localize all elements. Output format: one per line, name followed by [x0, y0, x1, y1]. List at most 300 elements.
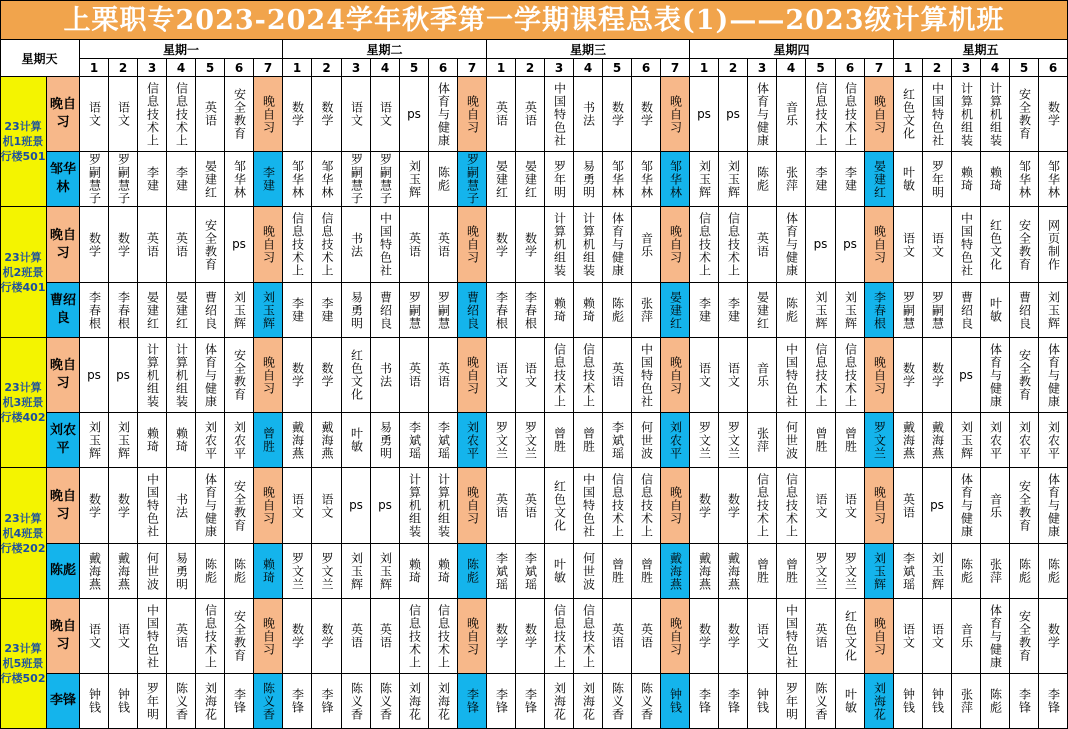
subject-text: 信息技术上 [814, 342, 828, 408]
subject-text: 晚自习 [261, 355, 276, 395]
teacher-text: 曾胜 [639, 558, 654, 584]
subject-text: 晚自习 [668, 486, 683, 525]
teacher-cell [516, 152, 545, 207]
teacher-cell [836, 544, 865, 599]
subject-cell [894, 77, 923, 152]
subject-cell [1010, 338, 1039, 413]
subject-cell [981, 77, 1010, 152]
subject-cell [632, 599, 661, 674]
subject-text: 英语 [901, 492, 916, 519]
teacher-cell [283, 283, 312, 338]
subject-text: 信息技术上 [407, 603, 422, 669]
teacher-text: 李斌瑶 [407, 420, 422, 460]
teacher-text: 张萍 [959, 688, 974, 714]
subject-text: 晚自习 [668, 225, 683, 264]
teacher-cell [545, 283, 574, 338]
teacher-cell [836, 152, 865, 207]
teacher-cell [283, 413, 312, 468]
subject-text: 英语 [145, 231, 160, 258]
teacher-text: 曹绍良 [959, 290, 974, 330]
subject-text: 安全教育 [232, 88, 247, 140]
sunday-teacher-cell [47, 544, 80, 599]
subject-cell [400, 468, 429, 544]
subject-cell [342, 207, 371, 283]
teacher-text: 张萍 [639, 297, 654, 323]
sunday-teacher-cell [47, 674, 80, 729]
subject-cell [690, 77, 719, 152]
subject-cell [1010, 207, 1039, 283]
subject-text: 信息技术上 [320, 212, 334, 277]
period-number [312, 59, 342, 77]
day-header [690, 40, 894, 59]
subject-cell [981, 207, 1010, 283]
teacher-text: 邹华林 [290, 159, 305, 199]
teacher-cell [516, 283, 545, 338]
subject-cell [254, 338, 283, 413]
subject-cell [836, 77, 865, 152]
subject-cell [981, 468, 1010, 544]
teacher-text: 李斌瑶 [494, 551, 509, 591]
teacher-cell [254, 283, 283, 338]
teacher-cell [748, 674, 777, 729]
subject-text: 安全教育 [232, 349, 247, 401]
teacher-text: 易勇明 [378, 420, 393, 460]
period-number [545, 59, 574, 77]
subject-text: 信息技术上 [552, 342, 567, 408]
subject-cell [254, 77, 283, 152]
period-label: 3 [961, 60, 971, 75]
subject-text: 英语 [523, 492, 538, 519]
teacher-text: 邹华林 [610, 159, 625, 199]
subject-text: 体育与健康 [1046, 473, 1061, 538]
subject-text: 音乐 [988, 492, 1003, 519]
subject-cell [574, 599, 603, 674]
class-name: 23计算机5班景行楼502 [0, 642, 46, 685]
subject-text: 信息技术上 [639, 473, 654, 538]
teacher-cell [719, 674, 748, 729]
period-label: 1 [496, 60, 506, 75]
subject-text: 计算机组装 [174, 342, 189, 408]
teacher-text: 曾胜 [755, 558, 770, 584]
subject-text: 书法 [349, 231, 364, 258]
period-number [952, 59, 981, 77]
teacher-cell [487, 413, 516, 468]
teacher-cell [196, 413, 225, 468]
teacher-text: 晏建红 [145, 290, 160, 330]
subject-cell [516, 599, 545, 674]
subject-cell [167, 77, 196, 152]
teacher-cell [429, 413, 458, 468]
subject-cell [574, 338, 603, 413]
subject-text: 数学 [610, 101, 625, 127]
period-number [138, 59, 167, 77]
subject-text: 计算机组装 [407, 473, 422, 538]
subject-text: 英语 [755, 231, 770, 258]
subject-cell [225, 207, 254, 283]
subject-text: 中国特色社 [959, 212, 974, 277]
teacher-text: 陈彪 [988, 688, 1003, 714]
subject-text: 英语 [407, 362, 422, 388]
sunday-subject: 晚自习 [49, 358, 76, 391]
period-number [196, 59, 225, 77]
corner-cell [0, 40, 80, 77]
teacher-cell [777, 152, 806, 207]
subject-cell [254, 599, 283, 674]
subject-text: 语文 [116, 623, 131, 649]
subject-cell [574, 77, 603, 152]
teacher-text: 陈彪 [755, 166, 770, 192]
teacher-cell [632, 152, 661, 207]
subject-text: 音乐 [639, 231, 654, 258]
subject-text: 晚自习 [465, 94, 480, 134]
subject-cell [429, 77, 458, 152]
teacher-text: 李建 [320, 297, 334, 323]
subject-cell [923, 77, 952, 152]
day-label: 星期五 [962, 42, 999, 57]
subject-cell [487, 207, 516, 283]
teacher-cell [283, 674, 312, 729]
subject-text: 中国特色社 [784, 603, 799, 669]
teacher-cell [458, 283, 487, 338]
teacher-text: 叶敏 [843, 688, 858, 714]
subject-text: 英语 [523, 101, 538, 127]
teacher-cell [777, 674, 806, 729]
subject-text: 书法 [174, 492, 189, 519]
subject-text: 中国特色社 [145, 603, 160, 669]
subject-text: 信息技术上 [726, 212, 741, 277]
grid-left-border [0, 40, 1, 729]
teacher-text: 李锋 [232, 688, 247, 714]
subject-text: 安全教育 [232, 610, 247, 662]
teacher-text: 刘农平 [1017, 420, 1032, 460]
subject-text: 语文 [87, 101, 102, 127]
teacher-cell [167, 544, 196, 599]
teacher-cell [109, 413, 138, 468]
class-name-cell [0, 207, 47, 338]
subject-text: 数学 [697, 492, 712, 519]
subject-cell [574, 468, 603, 544]
subject-text: 晚自习 [668, 616, 683, 656]
teacher-cell [80, 283, 109, 338]
teacher-text: 刘玉辉 [872, 551, 887, 591]
subject-text: 中国特色社 [930, 81, 945, 147]
subject-cell [138, 599, 167, 674]
period-number [574, 59, 603, 77]
subject-cell [429, 207, 458, 283]
subject-text: 晚自习 [465, 486, 480, 525]
teacher-cell [603, 413, 632, 468]
subject-text: 数学 [87, 492, 102, 519]
teacher-text: 李锋 [726, 688, 741, 714]
teacher-cell [487, 674, 516, 729]
teacher-cell [661, 544, 690, 599]
subject-cell [806, 338, 836, 413]
teacher-text: 李建 [174, 166, 189, 192]
subject-cell [719, 338, 748, 413]
subject-cell [777, 338, 806, 413]
teacher-text: 戴海燕 [697, 551, 712, 591]
teacher-cell [312, 152, 342, 207]
teacher-cell [806, 152, 836, 207]
subject-cell [865, 338, 894, 413]
subject-text: 晚自习 [668, 94, 683, 134]
teacher-cell [342, 413, 371, 468]
teacher-cell [80, 544, 109, 599]
subject-text: 英语 [639, 623, 654, 649]
subject-text: 体育与健康 [1046, 342, 1061, 408]
subject-cell [371, 599, 400, 674]
subject-text: 英语 [407, 231, 422, 258]
subject-text: 信息技术上 [290, 212, 305, 277]
teacher-cell [981, 674, 1010, 729]
teacher-text: 曹绍良 [203, 290, 218, 330]
teacher-text: 曾胜 [261, 427, 276, 453]
teacher-cell [342, 544, 371, 599]
teacher-text: 晏建红 [755, 290, 770, 330]
subject-cell [748, 207, 777, 283]
teacher-cell [196, 152, 225, 207]
teacher-text: 罗嗣慧子 [378, 153, 393, 205]
timetable-grid [0, 40, 1068, 729]
period-label: 7 [263, 60, 273, 75]
subject-cell [80, 77, 109, 152]
subject-text: 计算机组装 [552, 212, 567, 277]
teacher-cell [254, 674, 283, 729]
sunday-teacher-cell [47, 283, 80, 338]
subject-cell [225, 468, 254, 544]
teacher-text: 叶敏 [901, 166, 916, 192]
teacher-text: 陈彪 [1017, 558, 1032, 584]
subject-cell [109, 599, 138, 674]
teacher-text: 李锋 [697, 688, 712, 714]
teacher-text: 刘海花 [436, 681, 451, 721]
subject-text: 语文 [901, 231, 916, 258]
teacher-cell [748, 283, 777, 338]
subject-text: 数学 [494, 231, 509, 258]
teacher-cell [894, 544, 923, 599]
subject-cell [661, 599, 690, 674]
subject-text: 英语 [610, 623, 625, 649]
period-number [283, 59, 312, 77]
teacher-text: 何世波 [639, 420, 654, 460]
subject-text: 音乐 [755, 362, 770, 388]
teacher-cell [80, 674, 109, 729]
subject-cell [516, 468, 545, 544]
teacher-cell [371, 544, 400, 599]
teacher-cell [923, 413, 952, 468]
subject-cell [661, 468, 690, 544]
sunday-teacher: 邹华林 [49, 162, 76, 195]
teacher-text: 刘海花 [407, 681, 422, 721]
teacher-text: 刘玉辉 [726, 159, 741, 199]
teacher-text: 李建 [145, 166, 160, 192]
period-label: 6 [641, 60, 651, 75]
subject-cell [254, 468, 283, 544]
subject-text: 英语 [174, 231, 189, 258]
subject-text: 英语 [174, 623, 189, 649]
subject-cell [865, 207, 894, 283]
teacher-text: 曾胜 [784, 558, 799, 584]
subject-text: 安全教育 [232, 479, 247, 532]
subject-text: 晚自习 [872, 225, 887, 264]
teacher-text: 叶敏 [552, 558, 567, 584]
teacher-cell [777, 544, 806, 599]
teacher-cell [632, 674, 661, 729]
subject-text: ps [930, 498, 944, 512]
teacher-cell [952, 674, 981, 729]
subject-text: 英语 [436, 362, 451, 388]
subject-cell [632, 338, 661, 413]
teacher-cell [952, 152, 981, 207]
teacher-cell [865, 674, 894, 729]
subject-cell [167, 338, 196, 413]
subject-cell [109, 207, 138, 283]
subject-cell [80, 338, 109, 413]
subject-text: 中国特色社 [581, 473, 596, 538]
teacher-cell [458, 674, 487, 729]
period-number [458, 59, 487, 77]
subject-text: 体育与健康 [203, 473, 218, 538]
teacher-text: 罗文兰 [494, 420, 509, 460]
period-number [806, 59, 836, 77]
teacher-cell [661, 674, 690, 729]
teacher-cell [836, 283, 865, 338]
subject-text: 语文 [320, 492, 334, 519]
subject-cell [894, 207, 923, 283]
subject-cell [806, 77, 836, 152]
subject-cell [167, 599, 196, 674]
period-number [167, 59, 196, 77]
teacher-text: 邹华林 [639, 159, 654, 199]
teacher-cell [312, 283, 342, 338]
subject-cell [603, 468, 632, 544]
subject-text: 数学 [726, 623, 741, 649]
teacher-cell [545, 152, 574, 207]
subject-text: 晚自习 [465, 616, 480, 656]
teacher-text: 赖琦 [407, 558, 422, 584]
teacher-cell [661, 413, 690, 468]
day-header [894, 40, 1068, 59]
subject-text: 语文 [930, 623, 945, 649]
sunday-subject: 晚自习 [49, 97, 76, 130]
teacher-cell [661, 152, 690, 207]
subject-cell [545, 468, 574, 544]
teacher-text: 刘玉辉 [407, 159, 422, 199]
subject-cell [109, 77, 138, 152]
subject-cell [1039, 77, 1068, 152]
subject-text: ps [813, 237, 828, 251]
subject-cell [894, 468, 923, 544]
subject-text: 音乐 [959, 623, 974, 649]
subject-text: 英语 [610, 362, 625, 388]
subject-text: 英语 [349, 623, 364, 649]
teacher-cell [1039, 152, 1068, 207]
teacher-text: 李斌瑶 [610, 420, 625, 460]
teacher-text: 李建 [290, 297, 305, 323]
teacher-text: 罗嗣慧 [436, 290, 451, 330]
teacher-text: 刘农平 [465, 420, 480, 460]
subject-cell [516, 77, 545, 152]
subject-text: ps [378, 498, 392, 512]
teacher-text: 赖琦 [436, 558, 451, 584]
subject-cell [952, 599, 981, 674]
subject-text: 红色文化 [349, 349, 364, 401]
subject-text: 网页制作 [1046, 218, 1061, 271]
subject-text: 书法 [378, 362, 393, 388]
class-name: 23计算机4班景行楼202 [0, 511, 46, 555]
subject-text: 语文 [87, 623, 102, 649]
period-number [836, 59, 865, 77]
teacher-text: 邹华林 [1046, 159, 1061, 199]
subject-cell [1010, 599, 1039, 674]
subject-cell [777, 207, 806, 283]
teacher-cell [254, 544, 283, 599]
teacher-cell [138, 544, 167, 599]
subject-cell [1039, 207, 1068, 283]
subject-cell [748, 338, 777, 413]
teacher-text: 邹华林 [1017, 159, 1032, 199]
subject-text: 数学 [290, 101, 305, 127]
subject-text: 信息技术上 [145, 81, 160, 147]
period-label: 5 [612, 60, 622, 75]
period-label: 2 [118, 60, 128, 75]
subject-text: 红色文化 [901, 88, 916, 140]
teacher-text: 罗嗣慧子 [349, 153, 364, 205]
teacher-cell [719, 152, 748, 207]
teacher-text: 李锋 [494, 688, 509, 714]
teacher-text: 李春根 [87, 290, 102, 330]
teacher-text: 李锋 [1046, 688, 1061, 714]
teacher-cell [400, 152, 429, 207]
teacher-cell [429, 152, 458, 207]
teacher-text: 戴海燕 [901, 420, 916, 460]
teacher-text: 罗文兰 [726, 420, 741, 460]
teacher-text: 陈义香 [639, 681, 654, 721]
subject-cell [138, 468, 167, 544]
teacher-text: 罗文兰 [843, 551, 858, 591]
subject-cell [400, 77, 429, 152]
subject-cell [196, 207, 225, 283]
subject-cell [196, 599, 225, 674]
sunday-subject-cell [47, 207, 80, 283]
teacher-text: 曹绍良 [378, 290, 393, 330]
teacher-cell [167, 283, 196, 338]
teacher-text: 易勇明 [349, 290, 364, 330]
subject-cell [748, 599, 777, 674]
subject-cell [487, 77, 516, 152]
subject-cell [690, 468, 719, 544]
period-number [516, 59, 545, 77]
subject-cell [952, 207, 981, 283]
period-label: 6 [438, 60, 448, 75]
teacher-cell [574, 283, 603, 338]
subject-cell [167, 468, 196, 544]
teacher-text: 何世波 [581, 551, 596, 591]
teacher-text: 钟钱 [755, 688, 770, 714]
teacher-text: 刘玉辉 [116, 420, 131, 460]
class-name: 23计算机3班景行楼402 [0, 381, 46, 424]
period-number [865, 59, 894, 77]
teacher-cell [719, 283, 748, 338]
teacher-cell [342, 674, 371, 729]
teacher-cell [225, 544, 254, 599]
teacher-text: 刘玉辉 [959, 420, 974, 460]
subject-text: 信息技术上 [610, 473, 625, 538]
subject-text: ps [697, 106, 711, 121]
subject-cell [138, 207, 167, 283]
teacher-cell [196, 544, 225, 599]
teacher-text: 张萍 [988, 558, 1003, 584]
